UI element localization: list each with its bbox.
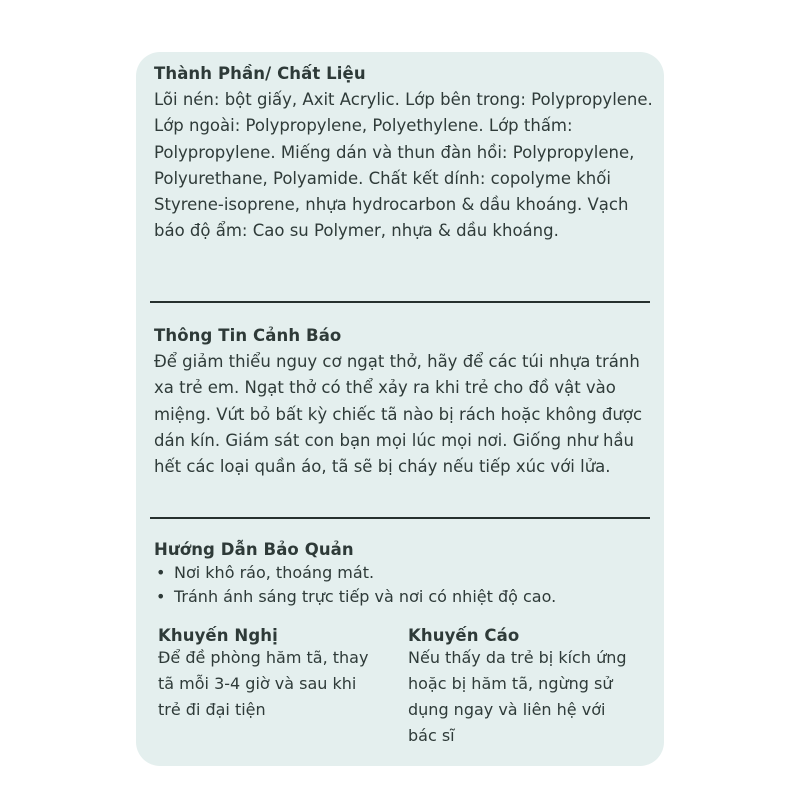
warning-section	[154, 326, 654, 480]
materials-body: Lõi nén: bột giấy, Axit Acrylic. Lớp bên trong: Polypropylene. Lớp ngoài: Polypropylene, Polyethylene. Lớp thấm: Polypropylene. Miếng dán và thun đàn hồi: Polypropylene, Polyurethane, Polyamide. Chất kết dính: copolyme khối Styrene-isoprene, nhựa hydrocarbon & dầu khoáng. Vạch báo độ ẩm: Cao su Polymer, nhựa & dầu khoáng.	[154, 90, 653, 241]
recommendation-section	[158, 626, 378, 723]
caution-body: Nếu thấy da trẻ bị kích ứng hoặc bị hăm tã, ngừng sử dụng ngay và liên hệ với bác sĩ	[408, 648, 627, 745]
list-item: • Tránh ánh sáng trực tiếp và nơi có nhiệt độ cao.	[154, 585, 654, 609]
caution-section	[408, 626, 638, 749]
materials-title: Thành Phần/ Chất Liệu	[154, 64, 366, 83]
section-divider	[150, 517, 650, 519]
section-divider	[150, 301, 650, 303]
list-item: • Nơi khô ráo, thoáng mát.	[154, 561, 654, 585]
recommendation-body: Để đề phòng hăm tã, thay tã mỗi 3-4 giờ và sau khi trẻ đi đại tiện	[158, 648, 369, 719]
warning-body: Để giảm thiểu nguy cơ ngạt thở, hãy để các túi nhựa tránh xa trẻ em. Ngạt thở có thể xảy ra khi trẻ cho đồ vật vào miệng. Vứt bỏ bất kỳ chiếc tã nào bị rách hoặc không được dán kín. Giám sát con bạn mọi lúc mọi nơi. Giống như hầu hết các loại quần áo, tã sẽ bị cháy nếu tiếp xúc với lửa.	[154, 352, 643, 477]
warning-title: Thông Tin Cảnh Báo	[154, 326, 342, 345]
recommendation-title: Khuyến Nghị	[158, 626, 278, 645]
storage-title: Hướng Dẫn Bảo Quản	[154, 540, 354, 559]
caution-title: Khuyến Cáo	[408, 626, 520, 645]
product-info-card	[136, 52, 664, 766]
storage-section	[154, 540, 654, 609]
storage-list	[154, 561, 654, 609]
materials-section	[154, 64, 654, 245]
